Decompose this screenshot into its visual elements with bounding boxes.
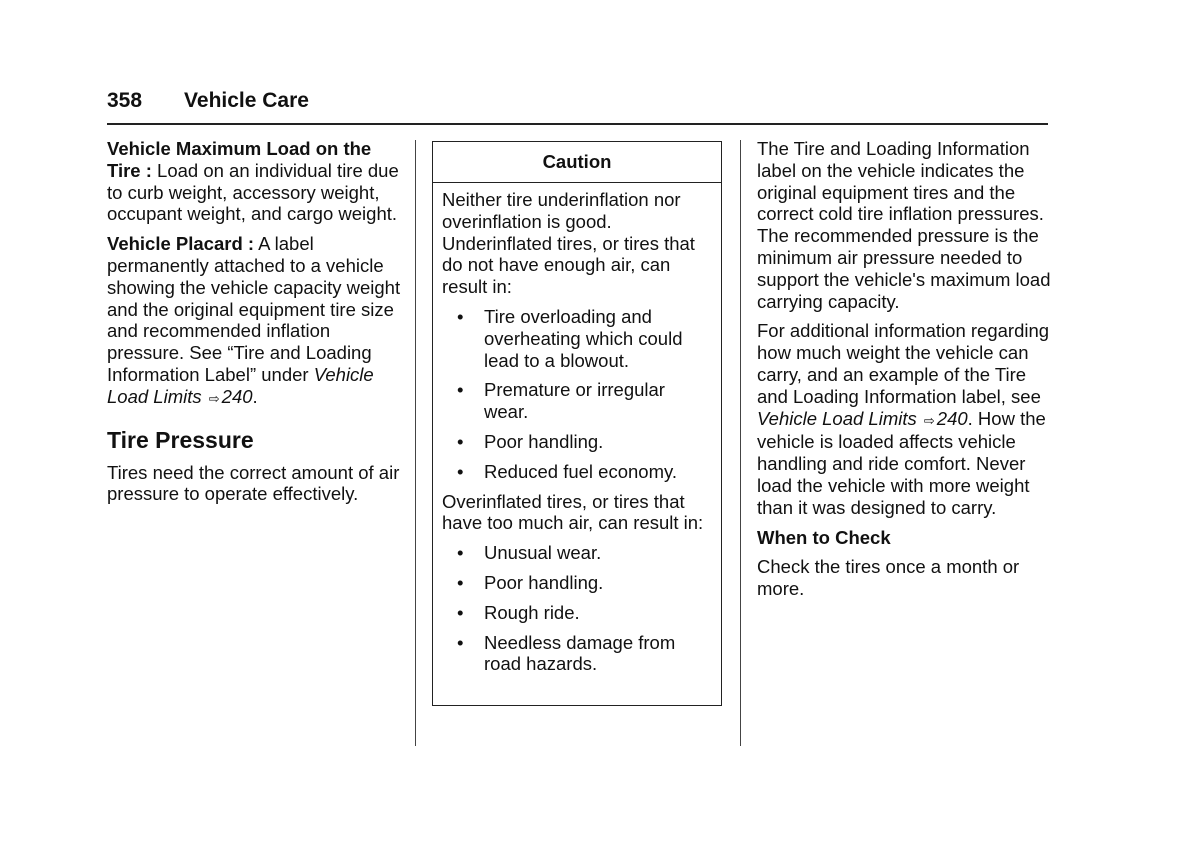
- chapter-title: Vehicle Care: [184, 89, 309, 112]
- column-divider: [415, 140, 416, 746]
- paragraph-text: . How the vehicle is loaded affects vehicle handling and ride comfort. Never load the vehicle with more weight than it was designed to carry.: [757, 407, 1046, 518]
- caution-title: Caution: [433, 142, 721, 183]
- term-vehicle-max-load: Vehicle Maximum Load on the Tire :: [107, 138, 372, 181]
- definition-text: A label permanently attached to a vehicle showing the vehicle capacity weight and the original equipment tire size and recommended inflation pressure. See “Tire and Loading Information Label” under: [107, 233, 401, 385]
- definition-text: Load on an individual tire due to curb weight, accessory weight, occupant weight, and cargo weight.: [107, 159, 399, 225]
- reference-arrow-icon: ⇨: [208, 390, 220, 406]
- list-item: • Poor handling.: [442, 572, 712, 594]
- reference-page[interactable]: 240: [936, 407, 968, 429]
- cross-reference-link[interactable]: Vehicle Load Limits: [757, 407, 917, 429]
- reference-arrow-icon: ⇨: [923, 412, 935, 428]
- list-item: • Needless damage from road hazards.: [442, 632, 712, 676]
- subheading: When to Check: [757, 526, 891, 548]
- paragraph-text: For additional information regarding how much weight the vehicle can carry, and an example of the Tire and Loading Information label, see: [757, 320, 1050, 407]
- underinflation-list: [442, 306, 712, 483]
- paragraph: The Tire and Loading Information label on the vehicle indicates the original equipment tires and the correct cold tire inflation pressures. The recommended pressure is the minimum air pressure needed to support the vehicle's maximum load carrying capacity.: [757, 138, 1051, 312]
- definition-vehicle-placard: [107, 233, 407, 409]
- paragraph: [757, 320, 1053, 518]
- section-heading: Tire Pressure: [107, 426, 254, 453]
- column-left: [107, 138, 407, 513]
- list-item: • Premature or irregular wear.: [442, 379, 712, 423]
- list-item: • Poor handling.: [442, 431, 712, 453]
- list-item: • Rough ride.: [442, 602, 712, 624]
- header-rule: [107, 123, 1048, 125]
- term-vehicle-placard: Vehicle Placard :: [107, 233, 255, 255]
- caution-paragraph: Overinflated tires, or tires that have too much air, can result in:: [442, 490, 704, 534]
- page-number: 358: [107, 89, 143, 112]
- list-item: • Unusual wear.: [442, 542, 712, 564]
- list-item: • Reduced fuel economy.: [442, 461, 712, 483]
- definition-vehicle-max-load: [107, 138, 407, 225]
- page-header: [107, 89, 309, 113]
- caution-box: [432, 141, 722, 706]
- cross-reference-link[interactable]: Vehicle Load Limits: [107, 363, 374, 407]
- column-right: [757, 138, 1053, 608]
- list-item: • Tire overloading and overheating which could lead to a blowout.: [442, 306, 712, 371]
- caution-paragraph: Neither tire underinflation nor overinflation is good. Underinflated tires, or tires that do not have enough air, can result in:: [442, 189, 695, 298]
- overinflation-list: [442, 542, 712, 675]
- reference-page[interactable]: 240: [221, 385, 253, 407]
- punctuation: .: [252, 385, 258, 407]
- paragraph: Check the tires once a month or more.: [757, 556, 1020, 600]
- column-divider: [740, 140, 741, 746]
- caution-body: [433, 183, 721, 675]
- section-paragraph: Tires need the correct amount of air pressure to operate effectively.: [107, 461, 400, 505]
